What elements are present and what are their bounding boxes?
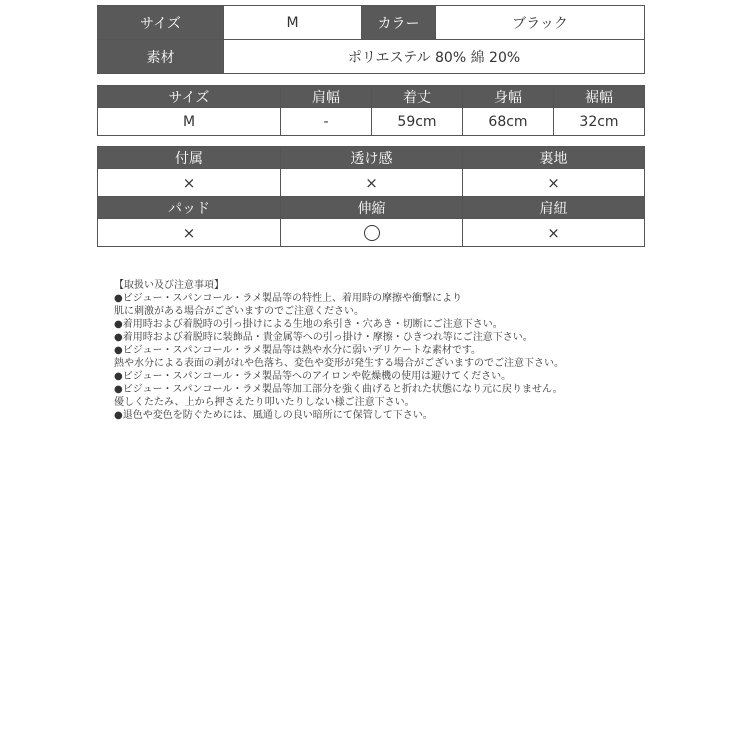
feature-value-lining: × [463, 169, 645, 197]
color-label: カラー [362, 6, 436, 40]
color-value: ブラック [436, 6, 645, 40]
size-label: サイズ [98, 6, 224, 40]
note-line: ●着用時および着脱時に装飾品・貴金属等への引っ掛け・摩擦・ひきつれ等にご注意下さい。 [114, 332, 533, 343]
note-line: ●ビジュー・スパンコール・ラメ製品等加工部分を強く曲げると折れた状態になり元に戻りません。 [114, 384, 563, 395]
measure-header-width: 身幅 [463, 86, 554, 108]
measure-value-size: M [98, 108, 281, 136]
measure-header-shoulder: 肩幅 [281, 86, 372, 108]
note-line: 熱や水分による表面の剥がれや色落ち、変色や変形が発生する場合がございますのでご注意下さい。 [114, 358, 564, 369]
features-table [97, 146, 645, 247]
measure-value-shoulder: - [281, 108, 372, 136]
feature-header-pads: パッド [98, 197, 281, 219]
measure-header-hem: 裾幅 [554, 86, 645, 108]
material-label: 素材 [98, 40, 224, 74]
note-line: ●ビジュー・スパンコール・ラメ製品等へのアイロンや乾燥機の使用は避けてください。 [114, 371, 512, 382]
note-line: ●ビジュー・スパンコール・ラメ製品等は熱や水分に弱いデリケートな素材です。 [114, 345, 482, 356]
feature-value-straps: × [463, 219, 645, 247]
feature-value-sheerness: × [281, 169, 463, 197]
feature-header-stretch: 伸縮 [281, 197, 463, 219]
measure-header-length: 着丈 [372, 86, 463, 108]
feature-value-accessories: × [98, 169, 281, 197]
note-line: 優しくたたみ、上から押さえたり叩いたりしない様ご注意下さい。 [114, 397, 415, 408]
feature-header-lining: 裏地 [463, 147, 645, 169]
spec-table [97, 5, 645, 74]
feature-header-accessories: 付属 [98, 147, 281, 169]
note-line: 肌に刺激がある場合がございますのでご注意ください。 [114, 306, 364, 317]
measure-header-size: サイズ [98, 86, 281, 108]
note-line: ●ビジュー・スパンコール・ラメ製品等の特性上、着用時の摩擦や衝撃により [114, 293, 463, 304]
note-line: ●着用時および着脱時の引っ掛けによる生地の糸引き・穴あき・切断にご注意下さい。 [114, 319, 503, 330]
measure-value-hem: 32cm [554, 108, 645, 136]
feature-value-stretch [281, 219, 463, 247]
care-notes [114, 279, 714, 422]
feature-value-pads: × [98, 219, 281, 247]
circle-mark-icon [364, 225, 380, 241]
note-line: ●退色や変色を防ぐためには、風通しの良い暗所にて保管して下さい。 [114, 410, 433, 421]
measure-value-width: 68cm [463, 108, 554, 136]
measure-value-length: 59cm [372, 108, 463, 136]
material-value: ポリエステル 80% 綿 20% [224, 40, 645, 74]
feature-header-straps: 肩紐 [463, 197, 645, 219]
notes-heading: 【取扱い及び注意事項】 [114, 280, 224, 291]
measurement-table [97, 85, 645, 136]
feature-header-sheerness: 透け感 [281, 147, 463, 169]
size-value: M [224, 6, 362, 40]
